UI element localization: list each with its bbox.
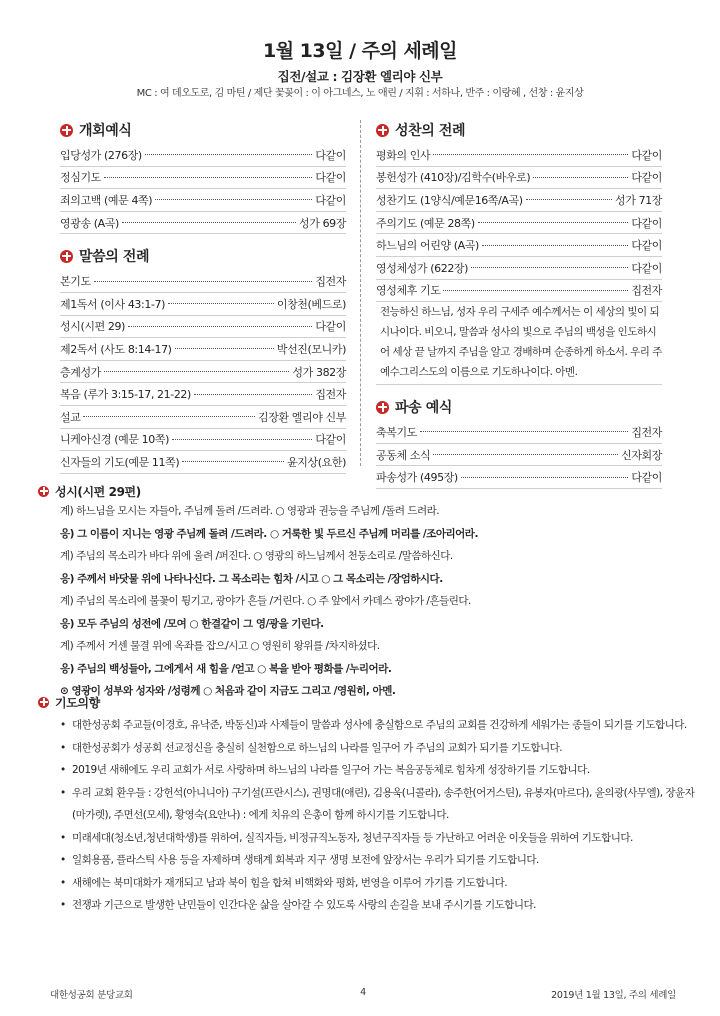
order-item-label: 봉헌성가 (410장)/김학수(바우로) xyxy=(376,171,531,185)
order-item-value: 다같이 xyxy=(631,171,662,185)
dot-leader xyxy=(471,267,628,268)
order-item xyxy=(60,293,346,316)
psalm-line: ⊙ 영광이 성부와 성자와 /성령께 ○ 처음과 같이 지금도 그리고 /영원히, 아멘. xyxy=(60,685,396,697)
dot-leader xyxy=(168,303,274,304)
dot-leader xyxy=(420,431,628,432)
order-item xyxy=(60,383,346,406)
liturgy-of-word-list xyxy=(60,270,346,473)
section-heading: 말씀의 전례 xyxy=(79,249,150,266)
order-item xyxy=(60,316,346,339)
dot-leader xyxy=(175,348,274,349)
order-item-value: 다같이 xyxy=(315,171,346,185)
cross-icon xyxy=(60,250,73,263)
order-item-value: 신자회장 xyxy=(621,448,662,462)
order-item-label: 제1독서 (이사 43:1-7) xyxy=(60,297,165,311)
section-heading: 파송 예식 xyxy=(395,400,452,417)
psalm-line: 응) 주께서 바닷물 위에 나타나신다. 그 목소리는 힘차 /시고 ○ 그 목소리는 /장엄하시다. xyxy=(60,572,443,585)
dot-leader xyxy=(478,222,629,223)
cross-icon xyxy=(38,697,49,708)
order-item-label: 성찬기도 (1양식/예문16쪽/A곡) xyxy=(376,193,523,207)
order-item xyxy=(60,144,346,167)
dot-leader xyxy=(104,371,290,372)
order-item xyxy=(376,144,662,167)
order-item xyxy=(60,361,346,384)
order-item-value: 김장환 엘리야 신부 xyxy=(257,410,346,424)
dot-leader xyxy=(145,154,313,155)
order-item xyxy=(60,167,346,190)
order-item-label: 니케아신경 (예문 10쪽) xyxy=(60,433,169,447)
dot-leader xyxy=(443,290,628,291)
order-item-label: 영성체후 기도 xyxy=(376,284,441,298)
order-item-value: 성가 71장 xyxy=(615,193,662,207)
intention-item: • 미래세대(청소년,청년대학생)를 위하여, 실직자들, 비정규직노동자, 청년구직자들 등 가난하고 어려운 이웃들을 위하여 기도합니다. xyxy=(60,827,696,850)
order-item-label: 죄의고백 (예문 4쪽) xyxy=(60,193,153,207)
page-number: 4 xyxy=(360,987,366,998)
order-item xyxy=(376,280,662,303)
order-item-value: 다같이 xyxy=(631,471,662,485)
order-item-value: 다같이 xyxy=(315,320,346,334)
psalm-line: 계) 주님의 목소리가 바다 위에 울려 /퍼진다. ○ 영광의 하느님께서 천둥소리로 /말씀하신다. xyxy=(60,550,453,562)
order-item-value: 다같이 xyxy=(315,433,346,447)
section-heading: 개회예식 xyxy=(79,123,132,139)
page-footer xyxy=(50,987,676,1001)
opening-rites-list xyxy=(60,144,346,234)
ministers-line: MC : 여 데오도로, 김 마틴 / 제단 꽃꽂이 : 이 아그네스, 노 애린 / 지휘 : 서하나, 반주 : 이랑혜 , 선창 : 윤지상 xyxy=(136,88,584,99)
dot-leader xyxy=(155,199,312,200)
psalm-line: 계) 주께서 거센 물결 위에 옥좌를 잡으/시고 ○ 영원히 왕위를 /차지하셨다. xyxy=(60,640,380,652)
dot-leader xyxy=(433,154,628,155)
order-item-value: 이창천(베드로) xyxy=(276,297,346,311)
intention-item: • 대한성공회 주교들(이경호, 유낙준, 박동신)과 사제들이 말씀과 성사에 충실함으로 주님의 교회를 건강하게 세워가는 종들이 되기를 기도합니다. xyxy=(60,714,696,737)
intention-item: • 대한성공회가 성공회 선교정신을 충실히 실천함으로 하느님의 나라를 일구어 가 주님의 교회가 되기를 기도합니다. xyxy=(60,737,696,760)
dot-leader xyxy=(482,245,628,246)
psalm-text xyxy=(60,500,700,703)
order-item xyxy=(376,234,662,257)
order-item-value: 다같이 xyxy=(631,239,662,253)
order-item xyxy=(376,444,662,467)
dot-leader xyxy=(526,199,612,200)
order-item-label: 입당성가 (276장) xyxy=(60,148,142,162)
page-title: 1월 13일 / 주의 세례일 xyxy=(262,40,458,62)
psalm-heading xyxy=(38,480,141,502)
order-item-value: 다같이 xyxy=(631,148,662,162)
intention-item: • 우리 교회 환우들 : 강헌석(아니니아) 구기설(프란시스), 권명대(애린), 김용욱(니콜라), 송주한(어거스틴), 유봉자(마르다), 윤의광(사무엘), 장윤자(마가렛), 주면선(모세), 황영숙(요안나) : 에게 치유의 은총이 함께 하시기를 기도합니다. xyxy=(60,782,696,827)
order-item xyxy=(60,270,346,293)
order-item-label: 정심기도 xyxy=(60,171,101,185)
order-item xyxy=(60,429,346,452)
dot-leader xyxy=(122,222,296,223)
order-item-value: 성가 69장 xyxy=(299,216,346,230)
order-item xyxy=(60,212,346,235)
psalm-line: 응) 그 이름이 지니는 영광 주님께 돌려 /드려라. ○ 거룩한 빛 두르신 주님께 머리를 /조아리어라. xyxy=(60,527,478,540)
dot-leader xyxy=(194,394,312,395)
order-item xyxy=(60,189,346,212)
cross-icon xyxy=(38,486,49,497)
section-eucharist xyxy=(376,118,662,142)
column-divider xyxy=(360,120,361,466)
order-item-value: 집전자 xyxy=(631,425,662,439)
order-item-label: 층계성가 xyxy=(60,365,101,379)
order-item-label: 설교 xyxy=(60,410,81,424)
section-heading: 성찬의 전례 xyxy=(395,123,466,139)
order-item-label: 신자들의 기도(예문 11쪽) xyxy=(60,455,180,469)
intention-item: • 2019년 새해에도 우리 교회가 서로 사랑하며 하느님의 나라를 일구어 가는 복음공동체로 힘차게 성장하기를 기도합니다. xyxy=(60,759,696,782)
order-item-value: 성가 382장 xyxy=(292,365,346,379)
order-item xyxy=(60,451,346,474)
psalm-line: 계) 하느님을 모시는 자들아, 주님께 돌려 /드려라. ○ 영광과 권능을 주님께 /돌려 드려라. xyxy=(60,505,440,517)
footer-church-name: 대한성공회 분당교회 xyxy=(50,990,133,1001)
cross-icon xyxy=(376,124,389,137)
order-item-value: 다같이 xyxy=(315,148,346,162)
dot-leader xyxy=(104,177,312,178)
section-dismissal xyxy=(376,395,662,419)
intentions-heading-text: 기도의향 xyxy=(55,695,100,710)
order-item-value: 집전자 xyxy=(315,388,346,402)
order-item-label: 영광송 (A곡) xyxy=(60,216,119,230)
dot-leader xyxy=(433,454,618,455)
order-item-value: 집전자 xyxy=(631,284,662,298)
footer-date: 2019년 1월 13일, 주의 세례일 xyxy=(551,990,676,1001)
order-item-value: 다같이 xyxy=(631,261,662,275)
intentions-heading xyxy=(38,692,100,712)
dot-leader xyxy=(461,477,629,478)
order-item xyxy=(376,421,662,444)
section-liturgy-of-word xyxy=(60,244,346,268)
left-column xyxy=(60,118,346,474)
dot-leader xyxy=(533,177,628,178)
psalm-line: 계) 주님의 목소리에 불꽃이 튕기고, 광야가 흔들 /거린다. ○ 주 앞에서 카데스 광야가 /흔들린다. xyxy=(60,595,471,607)
dot-leader xyxy=(83,416,255,417)
right-column xyxy=(376,118,662,489)
order-item xyxy=(60,406,346,429)
order-item-label: 성시(시편 29) xyxy=(60,320,125,334)
order-item xyxy=(376,466,662,489)
presider-line: 집전/설교 : 김장환 엘리야 신부 xyxy=(277,69,443,84)
section-opening-rites xyxy=(60,118,346,142)
dot-leader xyxy=(172,439,312,440)
order-item-label: 파송성가 (495장) xyxy=(376,471,458,485)
order-item-label: 축복기도 xyxy=(376,425,417,439)
dot-leader xyxy=(182,461,284,462)
cross-icon xyxy=(376,401,389,414)
eucharist-list xyxy=(376,144,662,302)
order-item xyxy=(60,338,346,361)
order-item-label: 제2독서 (사도 8:14-17) xyxy=(60,342,172,356)
order-item xyxy=(376,167,662,190)
order-item xyxy=(376,257,662,280)
psalm-line: 응) 모두 주님의 성전에 /모여 ○ 한결같이 그 영/광을 기린다. xyxy=(60,617,324,630)
order-item-value: 윤지상(요한) xyxy=(287,455,346,469)
order-item-value: 집전자 xyxy=(315,275,346,289)
order-item-value: 박선진(모니카) xyxy=(276,342,346,356)
intention-item: • 일회용품, 플라스틱 사용 등을 자제하며 생태계 회복과 지구 생명 보전에 앞장서는 우리가 되기를 기도합니다. xyxy=(60,849,696,872)
psalm-heading-text: 성시(시편 29편) xyxy=(55,484,141,499)
order-item-label: 영성체성가 (622장) xyxy=(376,261,469,275)
dot-leader xyxy=(94,281,313,282)
order-item-label: 공동체 소식 xyxy=(376,448,431,462)
dot-leader xyxy=(128,326,312,327)
order-item-value: 다같이 xyxy=(315,193,346,207)
order-item xyxy=(376,189,662,212)
post-communion-prayer: 전능하신 하느님, 성자 우리 구세주 예수께서는 이 세상의 빛이 되시나이다. 비오니, 말씀과 성사의 빛으로 주님의 백성을 인도하시어 세상 끝 날까지 주님을 알고 경배하며 순종하게 하소서. 우리 주 예수그리스도의 이름으로 기도하나이다. 아멘. xyxy=(376,302,662,385)
cross-icon xyxy=(60,124,73,137)
intention-item: • 새해에는 북미대화가 재개되고 남과 북이 힘을 합쳐 비핵화와 평화, 번영을 이루어 가기를 기도합니다. xyxy=(60,872,696,895)
intention-item: • 전쟁과 기근으로 발생한 난민들이 인간다운 삶을 살아갈 수 있도록 사랑의 손길을 보내 주시기를 기도합니다. xyxy=(60,894,696,917)
order-item-label: 본기도 xyxy=(60,275,91,289)
psalm-line: 응) 주님의 백성들아, 그에게서 새 힘을 /얻고 ○ 복을 받아 평화를 /누리어라. xyxy=(60,662,392,675)
intentions-list xyxy=(60,714,696,917)
order-item xyxy=(376,212,662,235)
order-item-label: 복음 (루가 3:15-17, 21-22) xyxy=(60,388,191,402)
order-item-value: 다같이 xyxy=(631,216,662,230)
order-item-label: 하느님의 어린양 (A곡) xyxy=(376,239,479,253)
order-item-label: 평화의 인사 xyxy=(376,148,431,162)
order-item-label: 주의기도 (예문 28쪽) xyxy=(376,216,475,230)
dismissal-list xyxy=(376,421,662,489)
